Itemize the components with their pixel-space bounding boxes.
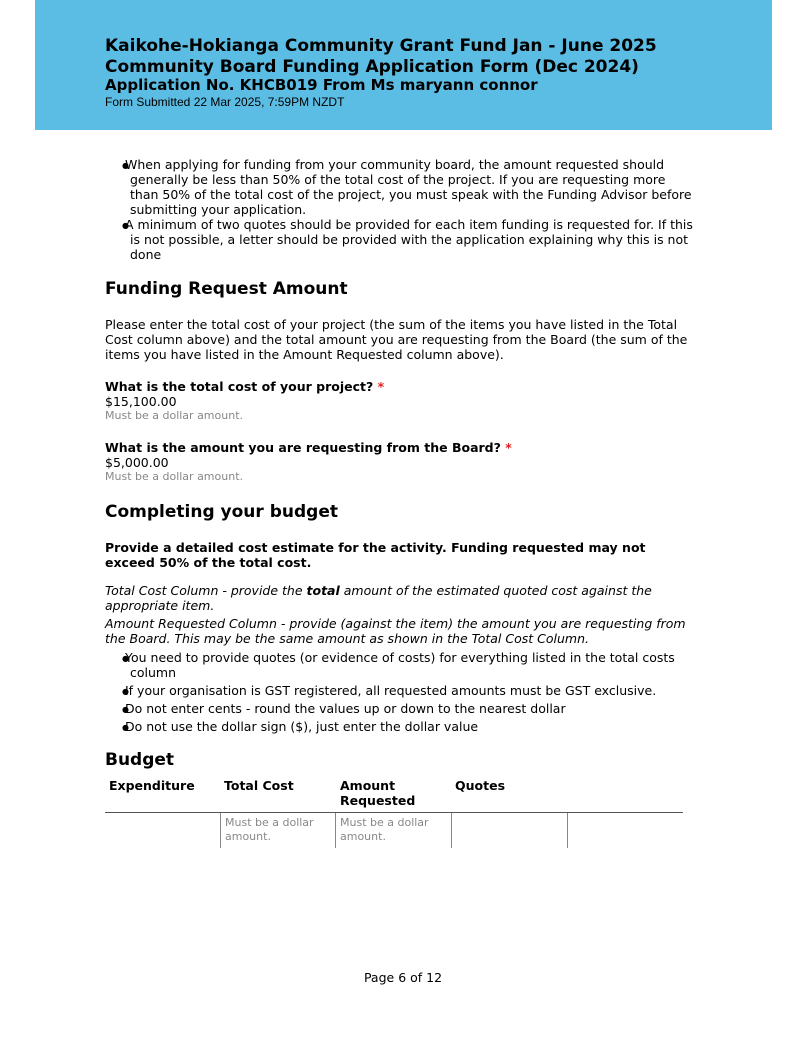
intro-bullet-list <box>105 157 695 262</box>
section-heading-budget: Budget <box>105 749 175 770</box>
amount-requested-column-note: Amount Requested Column - provide (against the item) the amount you are requesting from the Board. This may be the same amount as shown in the Total Cost Column. <box>105 615 686 646</box>
list-item: ● Do not enter cents - round the values up or down to the nearest dollar <box>105 701 695 716</box>
list-item: ● A minimum of two quotes should be provided for each item funding is requested for. If this is not possible, a letter should be provided with the application explaining why this is not done <box>105 217 695 262</box>
column-header-expenditure: Expenditure <box>109 778 195 793</box>
question-amount-requested <box>105 440 695 484</box>
form-header <box>35 0 772 130</box>
total-cost-cell[interactable]: Must be a dollar amount. <box>220 813 336 848</box>
column-header-quotes: Quotes <box>455 778 506 793</box>
list-item: ● If your organisation is GST registered, all requested amounts must be GST exclusive. <box>105 683 695 698</box>
funding-request-description: Please enter the total cost of your project (the sum of the items you have listed in the Total Cost column above) and the total amount you are requesting from the Board (the sum of the items you have listed in the Amount Requested column above). <box>105 317 688 362</box>
required-marker: * <box>505 440 512 455</box>
form-title <box>105 36 745 78</box>
application-number: Application No. KHCB019 From Ms maryann connor <box>105 76 538 94</box>
list-item: ● Do not use the dollar sign ($), just enter the dollar value <box>105 719 695 734</box>
amount-requested-cell[interactable]: Must be a dollar amount. <box>335 813 452 848</box>
form-title-line2: Community Board Funding Application Form (Dec 2024) <box>105 57 639 77</box>
field-hint: Must be a dollar amount. <box>105 409 244 422</box>
question-label: What is the total cost of your project? * <box>105 379 385 394</box>
column-header-amount-requested: Amount Requested <box>340 778 416 808</box>
list-item: ● You need to provide quotes (or evidence of costs) for everything listed in the total costs column <box>105 650 695 680</box>
budget-table <box>105 778 683 848</box>
quotes-cell-extra[interactable] <box>567 813 683 848</box>
quotes-cell[interactable] <box>451 813 568 848</box>
section-heading-completing-budget: Completing your budget <box>105 502 338 522</box>
table-row <box>105 813 683 848</box>
total-cost-value: $15,100.00 <box>105 394 177 409</box>
budget-bullet-list <box>105 650 695 734</box>
form-content <box>105 157 695 770</box>
form-title-line1: Kaikohe-Hokianga Community Grant Fund Jan - June 2025 <box>105 36 657 56</box>
column-header-total-cost: Total Cost <box>224 778 294 793</box>
submitted-timestamp: Form Submitted 22 Mar 2025, 7:59PM NZDT <box>105 95 345 109</box>
total-cost-column-note: Total Cost Column - provide the total amount of the estimated quoted cost against the appropriate item. <box>105 582 652 613</box>
section-heading-funding-request: Funding Request Amount <box>105 279 348 299</box>
page-number: Page 6 of 12 <box>363 970 443 985</box>
amount-requested-value: $5,000.00 <box>105 455 169 470</box>
field-hint: Must be a dollar amount. <box>105 470 244 483</box>
list-item: ● When applying for funding from your community board, the amount requested should generally be less than 50% of the total cost of the project. If you are requesting more than 50% of the total cost of the project, you must speak with the Funding Advisor before submitting your application. <box>105 157 695 217</box>
budget-table-header <box>105 778 683 813</box>
question-label: What is the amount you are requesting from the Board? * <box>105 440 512 455</box>
budget-bold-note: Provide a detailed cost estimate for the activity. Funding requested may not exceed 50% of the total cost. <box>105 540 646 570</box>
question-total-cost <box>105 379 695 423</box>
required-marker: * <box>377 379 385 394</box>
